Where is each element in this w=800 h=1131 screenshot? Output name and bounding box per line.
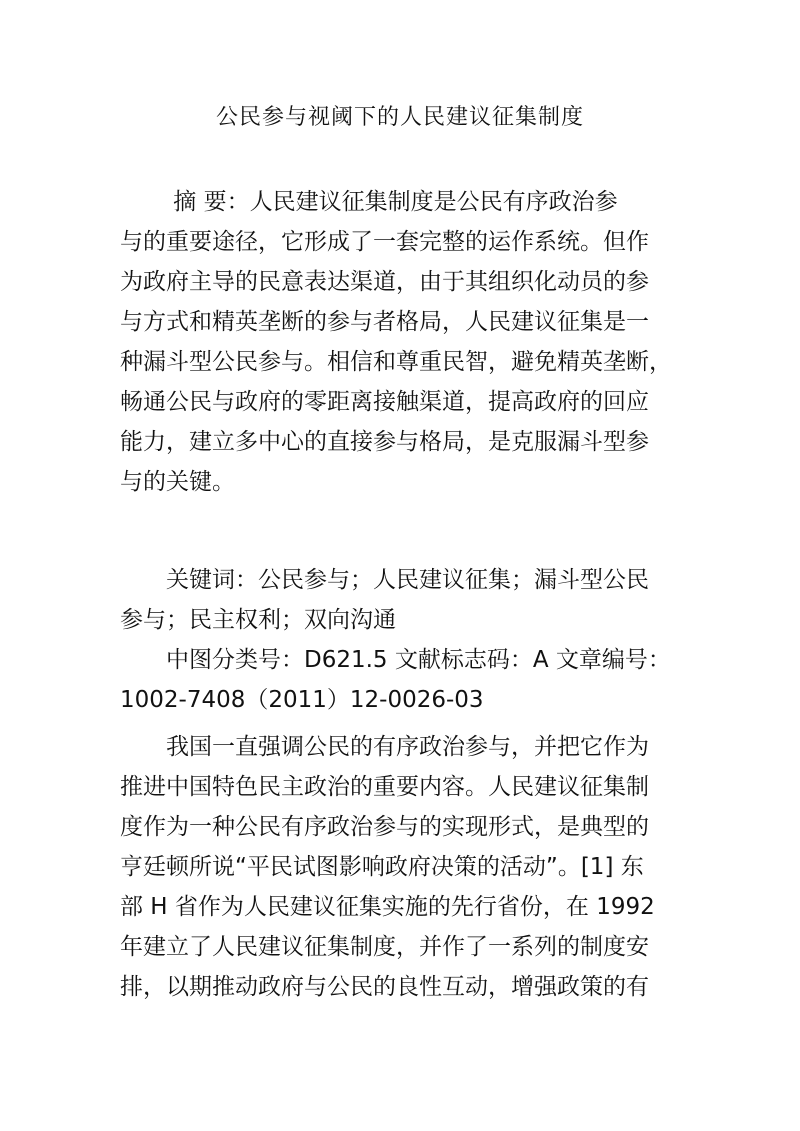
body-paragraph — [120, 727, 680, 1007]
keywords-line: 关键词：公民参与；人民建议征集；漏斗型公民 — [120, 567, 649, 593]
abstract-paragraph — [120, 182, 680, 502]
body-line: 排，以期推动政府与公民的良性互动，增强政策的有 — [120, 974, 649, 1000]
page-title: 公民参与视阈下的人民建议征集制度 — [215, 105, 584, 130]
body-line: 亨廷顿所说“平民试图影响政府决策的活动”。[1] 东 — [120, 854, 644, 880]
keywords-line: 参与；民主权利；双向沟通 — [120, 607, 396, 633]
keywords-section — [120, 560, 680, 720]
body-line: 推进中国特色民主政治的重要内容。人民建议征集制 — [120, 774, 649, 800]
body-line: 年建立了人民建议征集制度，并作了一系列的制度安 — [120, 934, 649, 960]
body-line: 部 H 省作为人民建议征集实施的先行省份，在 1992 — [120, 894, 655, 920]
body-line: 度作为一种公民有序政治参与的实现形式，是典型的 — [120, 814, 649, 840]
article-number-line: 1002-7408（2011）12-0026-03 — [120, 687, 484, 713]
abstract-line: 与的重要途径，它形成了一套完整的运作系统。但作 — [120, 229, 649, 255]
abstract-line: 为政府主导的民意表达渠道，由于其组织化动员的参 — [120, 269, 649, 295]
abstract-line: 与的关键。 — [120, 469, 235, 495]
abstract-line: 种漏斗型公民参与。相信和尊重民智，避免精英垄断， — [120, 349, 672, 375]
classification-line: 中图分类号：D621.5 文献标志码：A 文章编号： — [120, 647, 671, 673]
body-line: 我国一直强调公民的有序政治参与，并把它作为 — [120, 734, 649, 760]
abstract-line: 畅通公民与政府的零距离接触渠道，提高政府的回应 — [120, 389, 649, 415]
abstract-line: 摘 要：人民建议征集制度是公民有序政治参 — [120, 189, 618, 215]
abstract-line: 与方式和精英垄断的参与者格局，人民建议征集是一 — [120, 309, 649, 335]
abstract-line: 能力，建立多中心的直接参与格局，是克服漏斗型参 — [120, 429, 649, 455]
